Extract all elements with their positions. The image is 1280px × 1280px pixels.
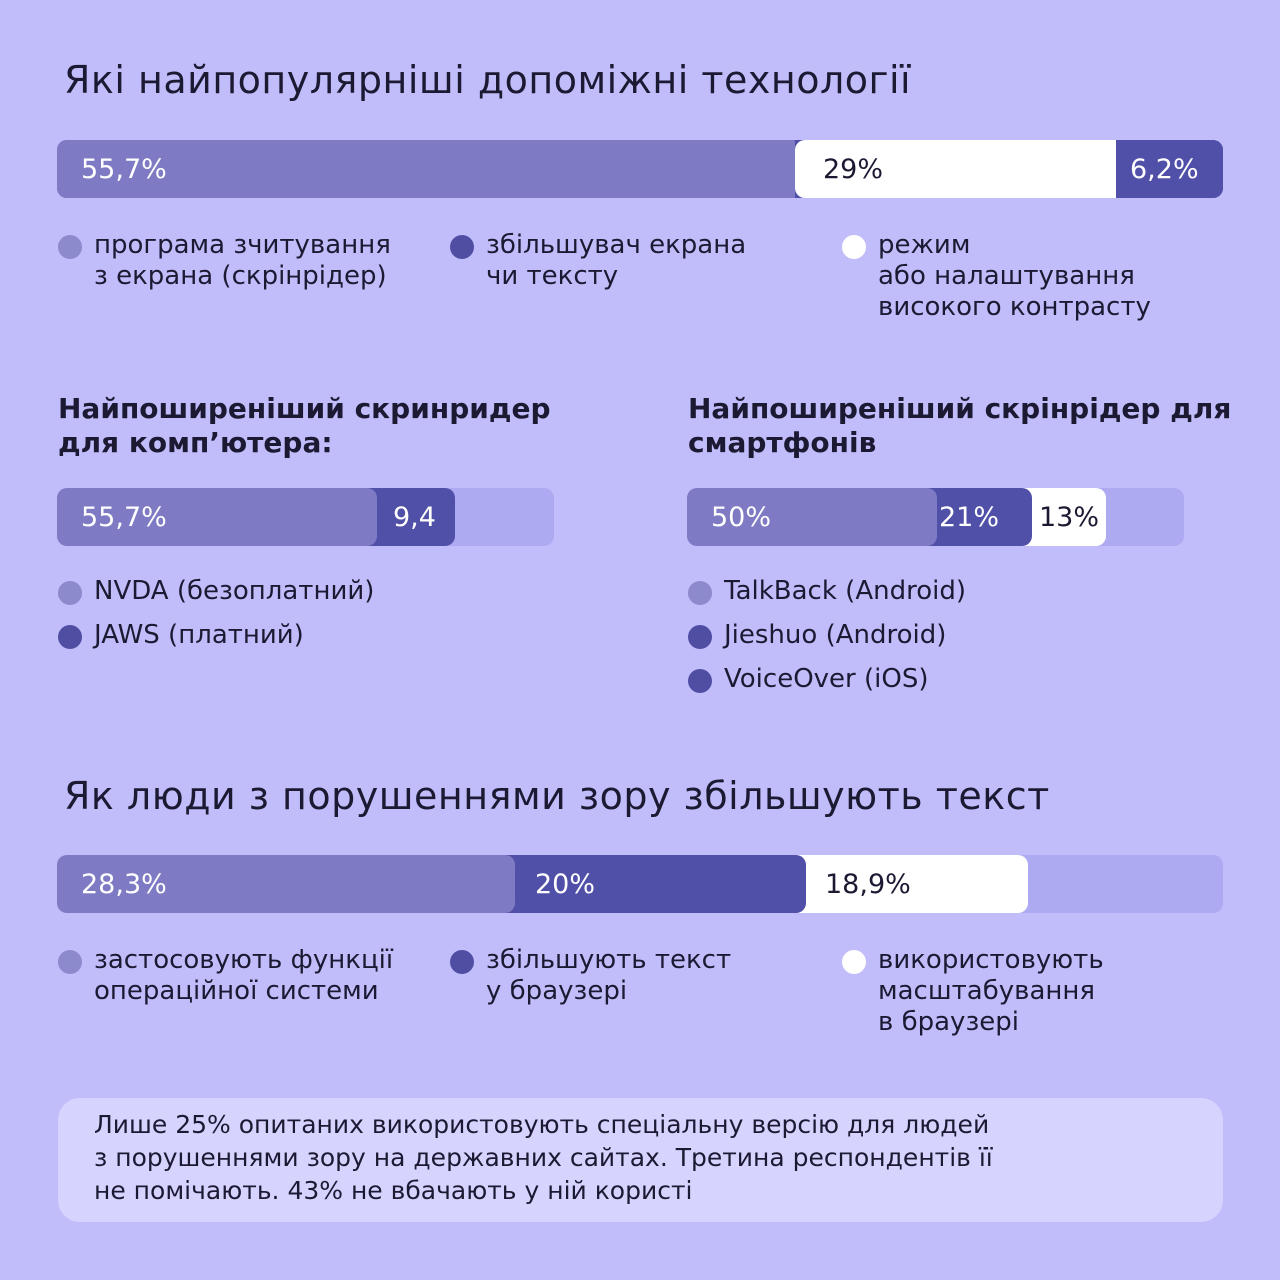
stacked-bar-assistive-tech [57,140,1223,198]
chart-title-text-enlarge: Як люди з порушеннями зору збільшують текст [64,774,1050,818]
chart-title-assistive-tech: Які найпопулярніші допоміжні технології [64,58,912,102]
data-label: 21% [939,501,1000,533]
legend-label: програма зчитування з екрана (скрінрідер) [94,230,391,291]
legend-item-browser-zoom [842,945,1104,1038]
legend-dot [688,625,712,649]
data-label: 18,9% [825,868,911,900]
legend-item-high-contrast [842,230,1151,323]
legend-dot [450,950,474,974]
legend-label: JAWS (платний) [94,620,304,650]
legend-dot [58,625,82,649]
bar-segment-browser-text [497,855,806,913]
legend-dot [688,669,712,693]
legend-item-browser-text [450,945,731,1007]
note-box [58,1098,1223,1222]
data-label: 50% [711,501,772,533]
legend-label: VoiceOver (iOS) [724,664,929,694]
data-label: 9,4 [393,501,436,533]
legend-label: NVDA (безоплатний) [94,576,375,606]
legend-label: збільшують текст у браузері [486,945,732,1006]
legend-dot [58,235,82,259]
stacked-bar-desktop-screenreader [57,488,554,546]
bar-segment-nvda [57,488,377,546]
bar-segment-talkback [687,488,937,546]
stacked-bar-mobile-screenreader [687,488,1184,546]
legend-item-voiceover [688,664,928,695]
data-label: 20% [535,868,596,900]
legend-dot [688,581,712,605]
bar-segment-magnifier [1116,140,1223,198]
legend-item-magnifier [450,230,746,292]
data-label: 29% [823,153,884,185]
legend-dot [842,950,866,974]
bar-segment-os-functions [57,855,515,913]
bar-segment-screenreader [57,140,795,198]
stacked-bar-text-enlarge [57,855,1223,913]
legend-label: застосовують функції операційної системи [94,945,394,1006]
legend-label: збільшувач екрана чи тексту [486,230,747,291]
legend-dot [450,235,474,259]
data-label: 6,2% [1130,153,1199,185]
data-label: 55,7% [81,501,167,533]
data-label: 55,7% [81,153,167,185]
legend-item-jieshuo [688,620,946,651]
data-label: 13% [1039,501,1100,533]
note-text: Лише 25% опитаних використовують спеціальну версію для людей з порушеннями зору на державних сайтах. Третина респондентів її не помічають. 43% не вбачають у ній користі [94,1110,993,1205]
bar-segment-high-contrast [795,140,1116,198]
legend-item-screenreader [58,230,391,292]
legend-item-nvda [58,576,374,607]
legend-label: режим або налаштування високого контрасту [878,230,1151,322]
legend-label: TalkBack (Android) [724,576,966,606]
legend-dot [58,950,82,974]
chart-title-desktop-screenreader: Найпоширеніший скринридер для комп’ютера: [58,392,551,459]
legend-item-os-functions [58,945,393,1007]
data-label: 28,3% [81,868,167,900]
legend-item-jaws [58,620,304,651]
chart-title-mobile-screenreader: Найпоширеніший скрінрідер для смартфонів [688,392,1232,459]
bar-segment-browser-zoom [787,855,1028,913]
legend-item-talkback [688,576,966,607]
legend-label: Jieshuo (Android) [724,620,947,650]
legend-dot [842,235,866,259]
legend-dot [58,581,82,605]
legend-label: використовують масштабування в браузері [878,945,1104,1037]
